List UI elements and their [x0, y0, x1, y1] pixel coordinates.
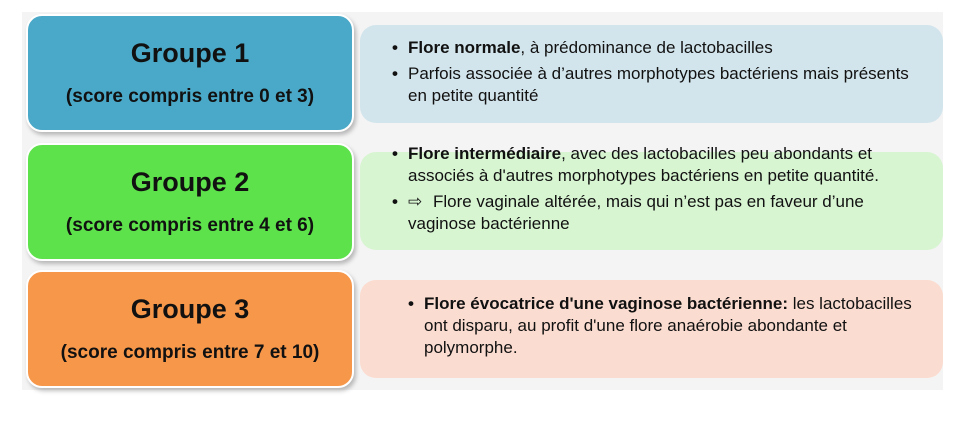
- group-row-2: [22, 141, 943, 261]
- group-2-score: (score compris entre 4 et 6): [65, 215, 315, 236]
- group-row-3: [22, 268, 943, 390]
- group-1-label: [26, 14, 354, 132]
- group-2-bullet-2: • ⇨ Flore vaginale altérée, mais qui n’est pas en faveur d’une vaginose bactérienne: [390, 191, 923, 235]
- group-2-label: [26, 143, 354, 261]
- group-3-title: Groupe 3: [130, 294, 250, 324]
- group-2-bullet-1: • Flore intermédiaire, avec des lactobacilles peu abondants et associés à d'autres morphotypes bactériens en petite quantité.: [390, 143, 923, 187]
- group-1-description: [360, 25, 943, 123]
- group-3-label: [26, 270, 354, 388]
- group-row-1: [22, 12, 943, 132]
- group-1-bullet-2: • Parfois associée à d’autres morphotypes bactériens mais présents en petite quantité: [390, 63, 923, 107]
- right-arrow-icon: ⇨: [408, 192, 423, 211]
- group-1-title: Groupe 1: [130, 38, 250, 68]
- group-3-bullet-1: • Flore évocatrice d'une vaginose bactérienne: les lactobacilles ont disparu, au profit d'une flore anaérobie abondante et polymorphe.: [406, 293, 923, 359]
- group-2-description: [360, 144, 943, 250]
- group-3-score: (score compris entre 7 et 10): [60, 342, 320, 363]
- group-1-score: (score compris entre 0 et 3): [65, 86, 315, 107]
- diagram-panel: [22, 12, 943, 390]
- group-1-bullet-1: • Flore normale, à prédominance de lactobacilles: [390, 37, 923, 59]
- group-3-description: [360, 280, 943, 378]
- group-2-title: Groupe 2: [130, 167, 250, 197]
